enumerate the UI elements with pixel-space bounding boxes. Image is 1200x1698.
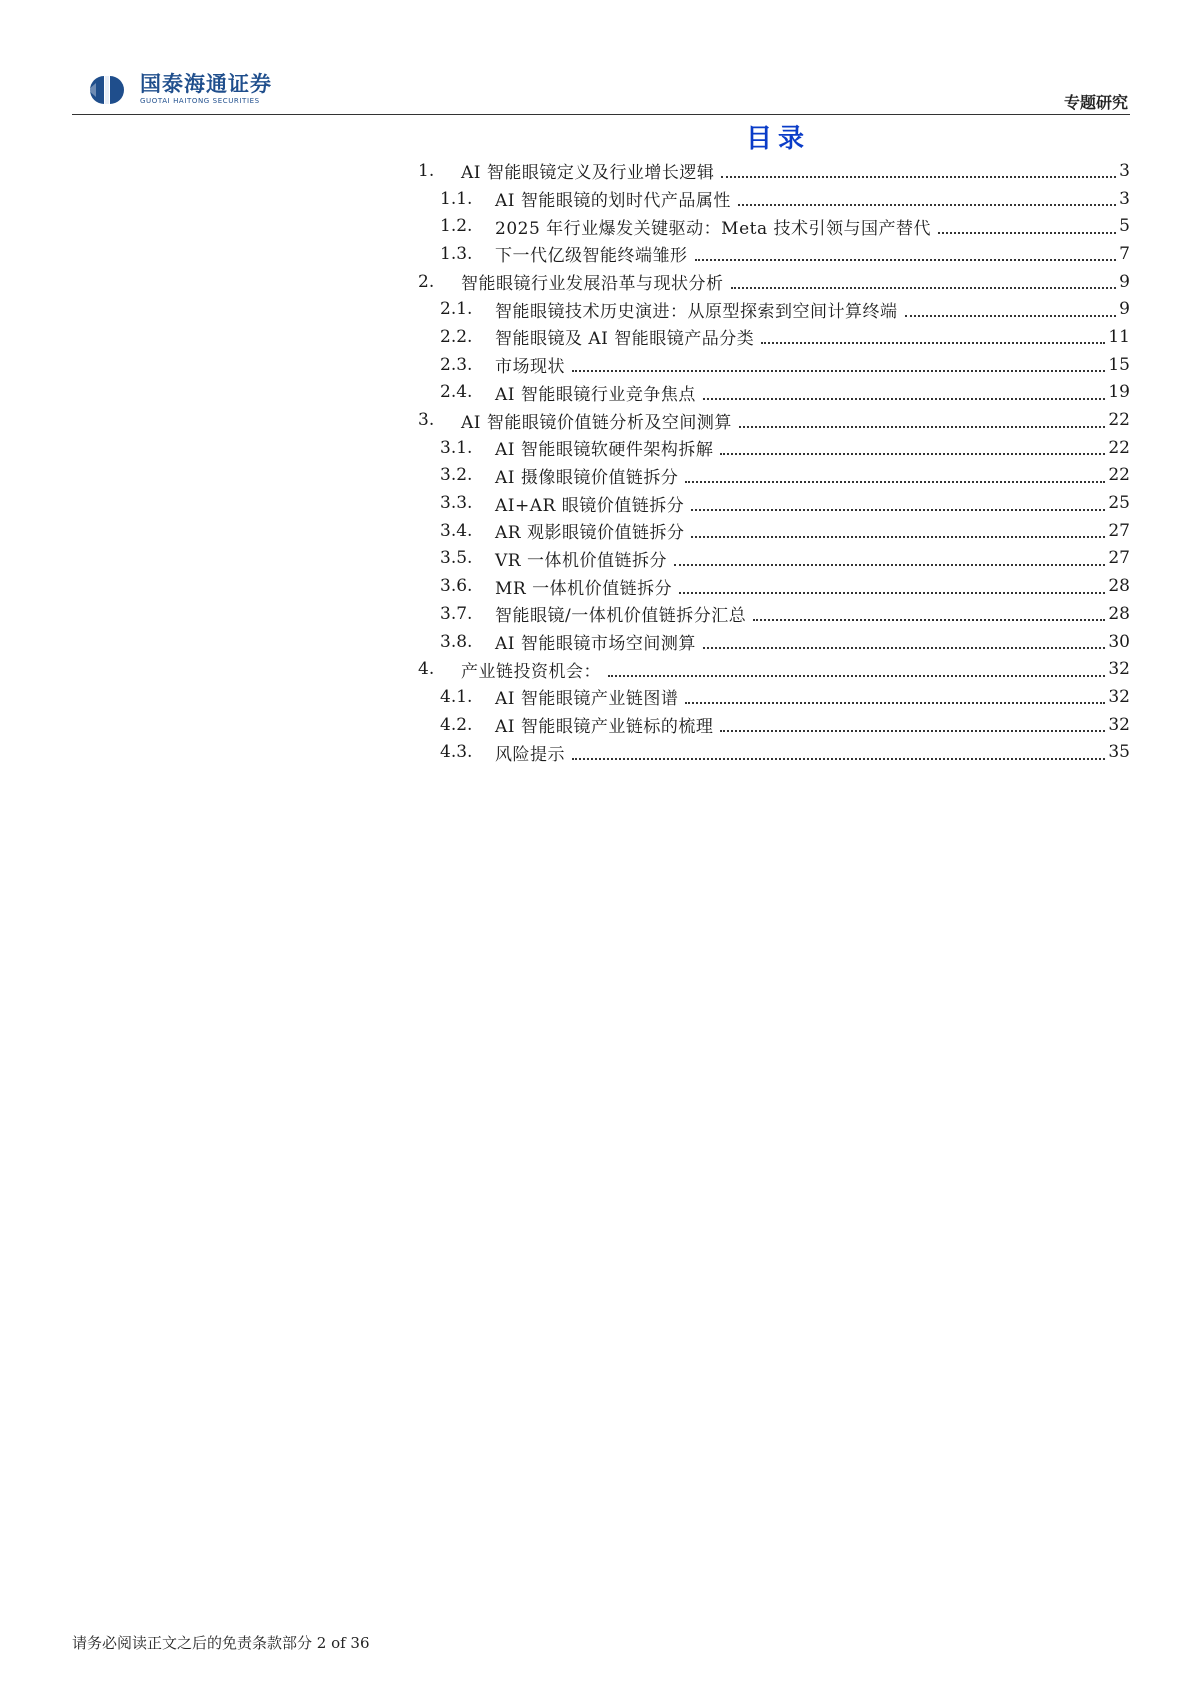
toc-entry[interactable] xyxy=(418,683,1130,711)
toc-entry-number: 3.2. xyxy=(440,465,473,486)
toc-entry-label: AI 智能眼镜的划时代产品属性 xyxy=(495,191,731,212)
toc-entry[interactable] xyxy=(418,628,1130,656)
toc-entry-number: 4. xyxy=(418,659,435,680)
toc-entry-label: 市场现状 xyxy=(495,357,565,378)
toc-leader-dots xyxy=(720,452,1105,455)
toc-entry[interactable] xyxy=(418,434,1130,462)
toc-entry-page: 22 xyxy=(1108,410,1130,431)
toc-entry-label: MR 一体机价值链拆分 xyxy=(495,578,673,599)
toc-entry-label: 智能眼镜行业发展沿革与现状分析 xyxy=(461,274,724,295)
toc-entry-number: 4.1. xyxy=(440,686,473,707)
toc-entry-page: 27 xyxy=(1108,548,1130,569)
toc-leader-dots xyxy=(685,701,1105,704)
toc-entry[interactable] xyxy=(418,711,1130,739)
toc-leader-dots xyxy=(761,341,1105,344)
toc-entry-number: 1. xyxy=(418,160,435,181)
toc-entry-page: 15 xyxy=(1108,354,1130,375)
toc-entry-label: AI 摄像眼镜价值链拆分 xyxy=(495,467,679,488)
toc-entry-number: 2. xyxy=(418,271,435,292)
toc-entry-page: 30 xyxy=(1108,631,1130,652)
toc-entry-number: 3.4. xyxy=(440,520,473,541)
toc-entry[interactable] xyxy=(418,268,1130,296)
toc-entry-label: 下一代亿级智能终端雏形 xyxy=(495,246,688,267)
toc-entry[interactable] xyxy=(418,600,1130,628)
toc-entry[interactable] xyxy=(418,351,1130,379)
toc-leader-dots xyxy=(938,231,1116,234)
toc-leader-dots xyxy=(738,203,1116,206)
toc-entry[interactable] xyxy=(418,212,1130,240)
toc-entry-page: 27 xyxy=(1108,520,1130,541)
toc-entry[interactable] xyxy=(418,185,1130,213)
toc-leader-dots xyxy=(679,591,1105,594)
toc-entry-label: AI 智能眼镜市场空间测算 xyxy=(495,634,696,655)
toc-entry[interactable] xyxy=(418,738,1130,766)
toc-entry-label: AI 智能眼镜产业链标的梳理 xyxy=(495,717,714,738)
toc-entry-page: 28 xyxy=(1108,576,1130,597)
toc-entry-page: 22 xyxy=(1108,437,1130,458)
toc-entry[interactable] xyxy=(418,240,1130,268)
page-footer: 请务必阅读正文之后的免责条款部分 2 of 36 xyxy=(72,1634,370,1652)
toc-leader-dots xyxy=(739,425,1105,428)
toc-entry-page: 32 xyxy=(1108,686,1130,707)
toc-entry-number: 2.2. xyxy=(440,326,473,347)
toc-entry-number: 1.3. xyxy=(440,243,473,264)
toc-leader-dots xyxy=(703,397,1105,400)
toc-entry-number: 3. xyxy=(418,410,435,431)
toc-entry-page: 25 xyxy=(1108,493,1130,514)
toc-entry-label: AR 观影眼镜价值链拆分 xyxy=(495,523,685,544)
toc-entry-page: 32 xyxy=(1108,659,1130,680)
toc-leader-dots xyxy=(703,646,1105,649)
toc-entry-label: 智能眼镜技术历史演进：从原型探索到空间计算终端 xyxy=(495,301,898,322)
toc-leader-dots xyxy=(572,757,1105,760)
toc-leader-dots xyxy=(695,258,1117,261)
toc-entry-label: AI 智能眼镜软硬件架构拆解 xyxy=(495,440,714,461)
toc-entry-page: 9 xyxy=(1119,271,1130,292)
logo-english-name: GUOTAI HAITONG SECURITIES xyxy=(140,97,260,105)
toc-entry-page: 3 xyxy=(1119,160,1130,181)
toc-entry[interactable] xyxy=(418,545,1130,573)
toc-entry-number: 2.1. xyxy=(440,299,473,320)
toc-leader-dots xyxy=(721,175,1116,178)
toc-leader-dots xyxy=(674,563,1105,566)
toc-leader-dots xyxy=(731,286,1117,289)
toc-entry-page: 35 xyxy=(1108,742,1130,763)
toc-entry-number: 3.6. xyxy=(440,576,473,597)
toc-entry[interactable] xyxy=(418,157,1130,185)
page-header xyxy=(72,70,1130,115)
toc-entry-number: 4.2. xyxy=(440,714,473,735)
table-of-contents xyxy=(418,157,1130,766)
toc-entry-number: 3.3. xyxy=(440,493,473,514)
toc-entry[interactable] xyxy=(418,489,1130,517)
toc-entry-label: 产业链投资机会： xyxy=(461,661,601,682)
toc-entry[interactable] xyxy=(418,572,1130,600)
toc-entry[interactable] xyxy=(418,517,1130,545)
toc-entry-page: 22 xyxy=(1108,465,1130,486)
logo-chinese-name: 国泰海通证券 xyxy=(140,72,272,96)
toc-entry-page: 11 xyxy=(1108,326,1130,347)
toc-entry-label: 智能眼镜及 AI 智能眼镜产品分类 xyxy=(495,329,755,350)
toc-entry-number: 1.1. xyxy=(440,188,473,209)
toc-leader-dots xyxy=(691,535,1105,538)
logo-icon xyxy=(82,75,132,105)
toc-entry-number: 3.1. xyxy=(440,437,473,458)
toc-entry-number: 2.4. xyxy=(440,382,473,403)
toc-entry-number: 3.7. xyxy=(440,603,473,624)
document-type-label: 专题研究 xyxy=(1063,93,1128,112)
toc-entry[interactable] xyxy=(418,295,1130,323)
toc-entry[interactable] xyxy=(418,323,1130,351)
toc-entry[interactable] xyxy=(418,462,1130,490)
toc-entry-number: 3.8. xyxy=(440,631,473,652)
toc-entry[interactable] xyxy=(418,406,1130,434)
toc-entry[interactable] xyxy=(418,379,1130,407)
toc-leader-dots xyxy=(905,314,1117,317)
toc-entry-page: 7 xyxy=(1119,243,1130,264)
toc-entry-number: 4.3. xyxy=(440,742,473,763)
toc-leader-dots xyxy=(685,480,1105,483)
toc-entry-label: 风险提示 xyxy=(495,744,565,765)
toc-entry-label: VR 一体机价值链拆分 xyxy=(495,550,667,571)
toc-entry-page: 3 xyxy=(1119,188,1130,209)
toc-leader-dots xyxy=(608,674,1105,677)
toc-leader-dots xyxy=(691,508,1105,511)
toc-entry-label: AI 智能眼镜产业链图谱 xyxy=(495,689,679,710)
toc-entry-number: 1.2. xyxy=(440,216,473,237)
toc-entry-label: AI 智能眼镜定义及行业增长逻辑 xyxy=(461,163,715,184)
toc-entry-page: 5 xyxy=(1119,216,1130,237)
toc-title: 目录 xyxy=(745,124,810,154)
toc-entry-label: 2025 年行业爆发关键驱动：Meta 技术引领与国产替代 xyxy=(495,218,932,239)
toc-entry-page: 9 xyxy=(1119,299,1130,320)
toc-leader-dots xyxy=(753,618,1105,621)
toc-leader-dots xyxy=(720,729,1105,732)
toc-entry-label: AI+AR 眼镜价值链拆分 xyxy=(495,495,685,516)
toc-entry-label: 智能眼镜/一体机价值链拆分汇总 xyxy=(495,606,747,627)
toc-entry-page: 28 xyxy=(1108,603,1130,624)
toc-entry-label: AI 智能眼镜价值链分析及空间测算 xyxy=(461,412,732,433)
toc-entry-number: 3.5. xyxy=(440,548,473,569)
toc-entry-page: 32 xyxy=(1108,714,1130,735)
toc-leader-dots xyxy=(572,369,1105,372)
toc-entry-number: 2.3. xyxy=(440,354,473,375)
toc-entry-page: 19 xyxy=(1108,382,1130,403)
company-logo xyxy=(82,74,272,105)
toc-entry-label: AI 智能眼镜行业竞争焦点 xyxy=(495,384,696,405)
toc-entry[interactable] xyxy=(418,655,1130,683)
